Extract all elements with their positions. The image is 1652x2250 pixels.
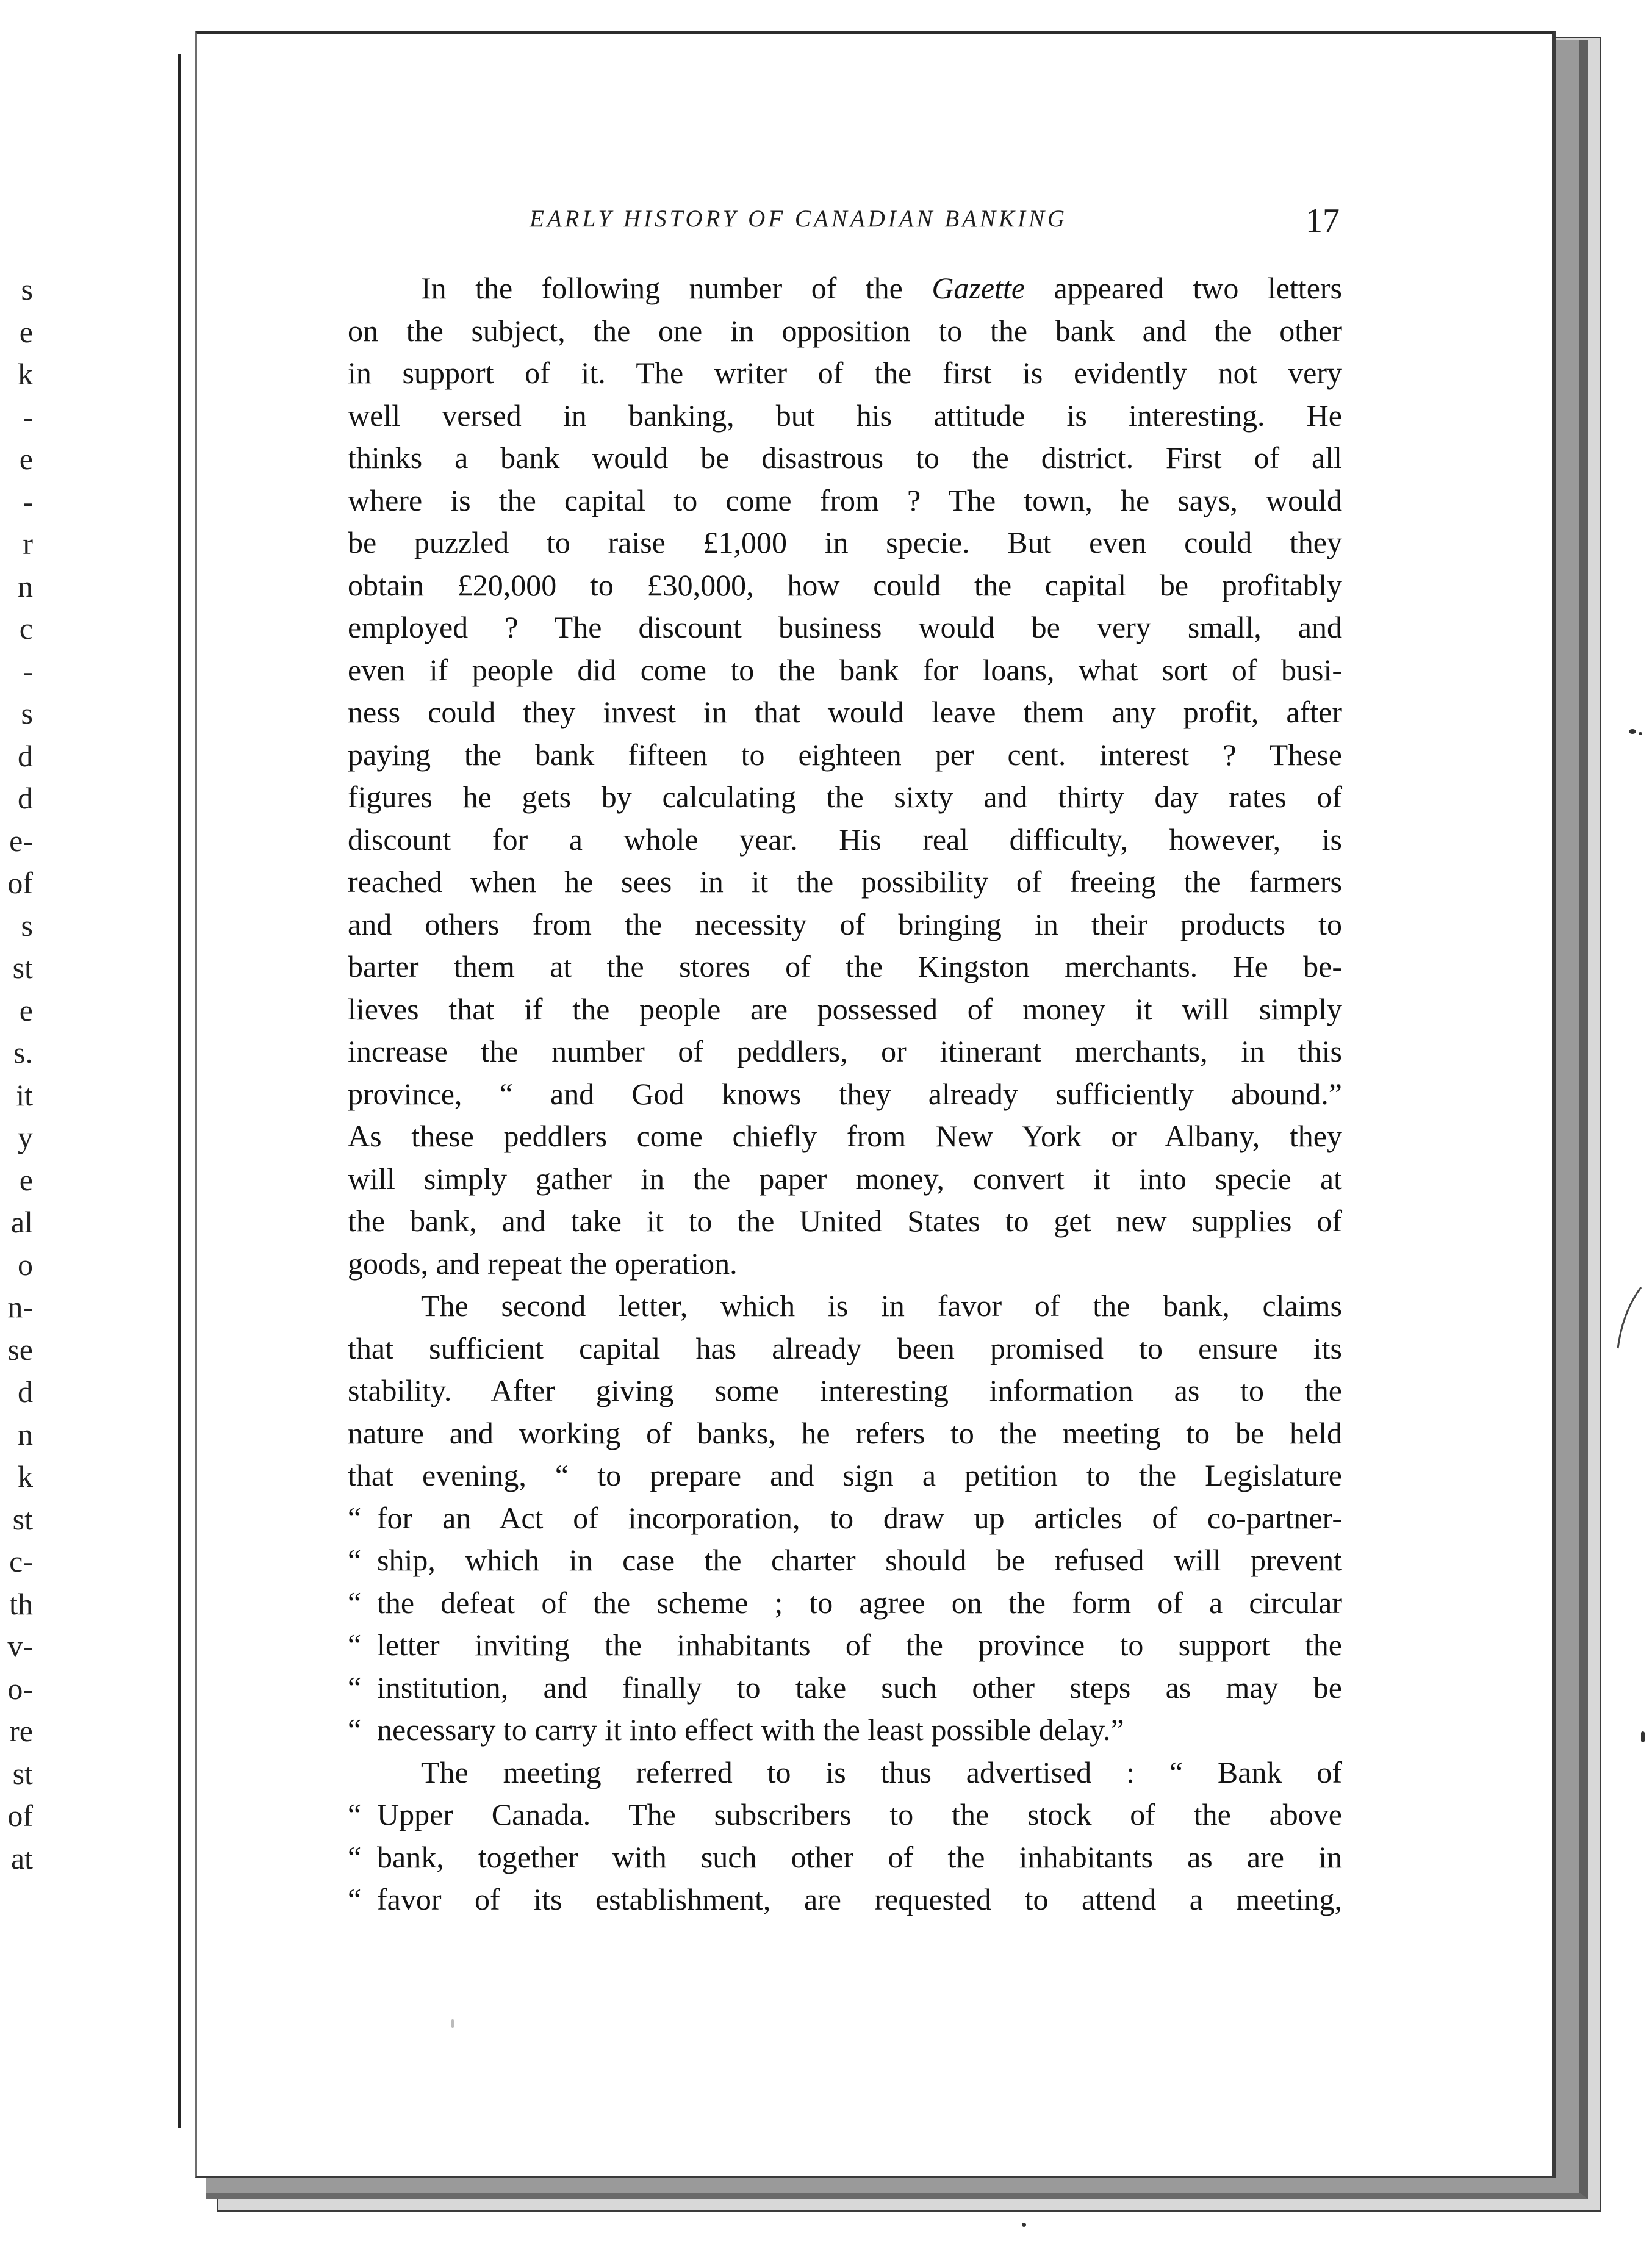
text-line [348,988,1342,1031]
running-title: EARLY HISTORY OF CANADIAN BANKING [530,206,1068,232]
left-margin-char: d [18,781,33,815]
left-margin-char: n [18,569,33,603]
body-text [348,267,1342,1921]
line-text: reached when he sees in it the possibility of freeing the farmers [348,864,1342,899]
line-text: nature and working of banks, he refers to the meeting to be held [348,1415,1342,1450]
left-margin-char: e [19,442,33,476]
line-text: obtain £20,000 to £30,000, how could the capital be profitably [348,567,1342,602]
text-line [348,1794,1342,1836]
left-margin-char: - [23,399,33,434]
line-text: province, “ and God knows they already sufficiently abound.” [348,1076,1342,1111]
left-page-margin-text [0,268,37,1880]
italic-title: Gazette [932,271,1025,305]
text-line [348,1709,1342,1752]
scan-artifact-curve [1611,1281,1647,1354]
line-text: letter inviting the inhabitants of the province to support the [377,1628,1342,1662]
text-line [348,1243,1342,1285]
line-text: barter them at the stores of the Kingston merchants. He be- [348,949,1342,983]
line-text: thinks a bank would be disastrous to the district. First of all [348,440,1342,475]
line-text: increase the number of peddlers, or itinerant merchants, in this [348,1034,1342,1068]
left-margin-char: d [18,738,33,773]
text-line [348,649,1342,692]
left-margin-char: o- [7,1671,33,1706]
text-line [348,1624,1342,1667]
left-margin-char: k [18,357,33,391]
line-text: even if people did come to the bank for loans, what sort of busi- [348,652,1342,687]
line-text: necessary to carry it into effect with the least possible delay.” [377,1713,1124,1747]
left-margin-char: - [23,653,33,688]
text-line [348,946,1342,988]
text-line [348,819,1342,861]
text-line [348,1454,1342,1497]
text-line [348,564,1342,607]
left-margin-char: e [19,1162,33,1197]
continuation-quote-mark: “ [348,1839,362,1874]
text-line [348,1582,1342,1625]
left-margin-char: e- [9,823,33,858]
continuation-quote-mark: “ [348,1670,362,1705]
text-line [348,1667,1342,1709]
line-text: that evening, “ to prepare and sign a petition to the Legislature [348,1458,1342,1492]
left-margin-char: it [16,1077,33,1112]
continuation-quote-mark: “ [348,1882,362,1916]
left-margin-char: e [19,314,33,349]
text-line [348,1158,1342,1201]
text-line [348,776,1342,819]
left-margin-char: v- [7,1629,33,1663]
left-margin-char: c [19,611,33,645]
left-margin-char: of [7,1799,33,1833]
left-margin-char: d [18,1375,33,1409]
text-line [348,267,1342,310]
text-line [348,1200,1342,1243]
continuation-quote-mark: “ [348,1585,362,1620]
line-text: institution, and finally to take such other steps as may be [377,1670,1342,1705]
continuation-quote-mark: “ [348,1713,362,1747]
text-line [348,522,1342,564]
line-text: In the following number of the [421,271,932,305]
left-margin-char: at [10,1841,33,1875]
line-text: discount for a whole year. His real difficulty, however, is [348,822,1342,857]
line-text: that sufficient capital has already been promised to ensure its [348,1331,1342,1365]
line-text: be puzzled to raise £1,000 in specie. But even could they [348,525,1342,559]
line-text: the bank, and take it to the United States to get new supplies of [348,1204,1342,1238]
line-text: employed ? The discount business would be very small, and [348,610,1342,644]
text-line [348,310,1342,353]
text-line [348,1073,1342,1116]
continuation-quote-mark: “ [348,1628,362,1662]
left-margin-char: s [21,908,33,943]
left-margin-char: of [7,866,33,900]
left-margin-char: st [12,1756,33,1791]
line-text: bank, together with such other of the inhabitants as are in [377,1839,1342,1874]
text-line [348,395,1342,437]
left-margin-char: e [19,993,33,1027]
left-margin-char: st [12,1501,33,1536]
line-text: for an Act of incorporation, to draw up articles of co-partner- [377,1500,1342,1535]
text-line [348,1328,1342,1370]
text-line [348,1285,1342,1328]
text-line [348,861,1342,904]
line-text: in support of it. The writer of the first is evidently not very [348,356,1342,390]
left-margin-char: s. [13,1035,33,1069]
line-text: The second letter, which is in favor of the bank, claims [421,1289,1342,1323]
line-text: lieves that if the people are possessed of money it will simply [348,991,1342,1026]
text-line [348,1115,1342,1158]
left-margin-char: n- [7,1290,33,1324]
left-margin-char: n [18,1417,33,1451]
text-line [348,1370,1342,1412]
page-number: 17 [1305,202,1340,240]
text-line [348,691,1342,734]
line-text-continued: appeared two letters [1025,271,1342,305]
text-line [348,734,1342,777]
line-text: the defeat of the scheme ; to agree on the form of a circular [377,1585,1342,1620]
line-text: and others from the necessity of bringing in their products to [348,907,1342,941]
continuation-quote-mark: “ [348,1543,362,1577]
text-line [348,1878,1342,1921]
text-line [348,904,1342,946]
left-margin-char: o [18,1247,33,1282]
line-text: favor of its establishment, are requested to attend a meeting, [377,1882,1342,1916]
continuation-quote-mark: “ [348,1500,362,1535]
text-line [348,1030,1342,1073]
line-text: on the subject, the one in opposition to the bank and the other [348,313,1342,348]
left-margin-char: c- [9,1544,33,1578]
left-margin-char: s [21,272,33,306]
line-text: where is the capital to come from ? The town, he says, would [348,483,1342,517]
line-text: ship, which in case the charter should be refused will prevent [377,1543,1342,1577]
line-text: figures he gets by calculating the sixty and thirty day rates of [348,780,1342,814]
text-line [348,1497,1342,1540]
text-line [348,480,1342,522]
line-text: well versed in banking, but his attitude is interesting. He [348,398,1342,433]
left-margin-char: - [23,484,33,519]
text-line [348,437,1342,480]
continuation-quote-mark: “ [348,1797,362,1831]
line-text: Upper Canada. The subscribers to the stock of the above [377,1797,1342,1831]
line-text: ness could they invest in that would leave them any profit, after [348,695,1342,729]
text-line [348,1836,1342,1879]
text-line [348,352,1342,395]
left-margin-char: th [9,1586,33,1621]
left-margin-char: se [7,1332,33,1367]
left-margin-char: k [18,1459,33,1493]
left-margin-char: st [12,951,33,985]
left-margin-char: re [9,1714,33,1748]
left-margin-char: r [23,527,33,561]
line-text: The meeting referred to is thus advertised : “ Bank of [421,1755,1342,1789]
left-margin-char: y [18,1120,33,1154]
text-line [348,1539,1342,1582]
left-margin-char: s [21,696,33,730]
line-text: stability. After giving some interesting information as to the [348,1373,1342,1407]
line-text: paying the bank fifteen to eighteen per cent. interest ? These [348,737,1342,772]
left-margin-char: al [10,1205,33,1239]
text-line [348,1412,1342,1455]
line-text: goods, and repeat the operation. [348,1246,738,1281]
text-line [348,606,1342,649]
text-line [348,1752,1342,1794]
line-text: will simply gather in the paper money, convert it into specie at [348,1161,1342,1196]
line-text: As these peddlers come chiefly from New York or Albany, they [348,1119,1342,1153]
